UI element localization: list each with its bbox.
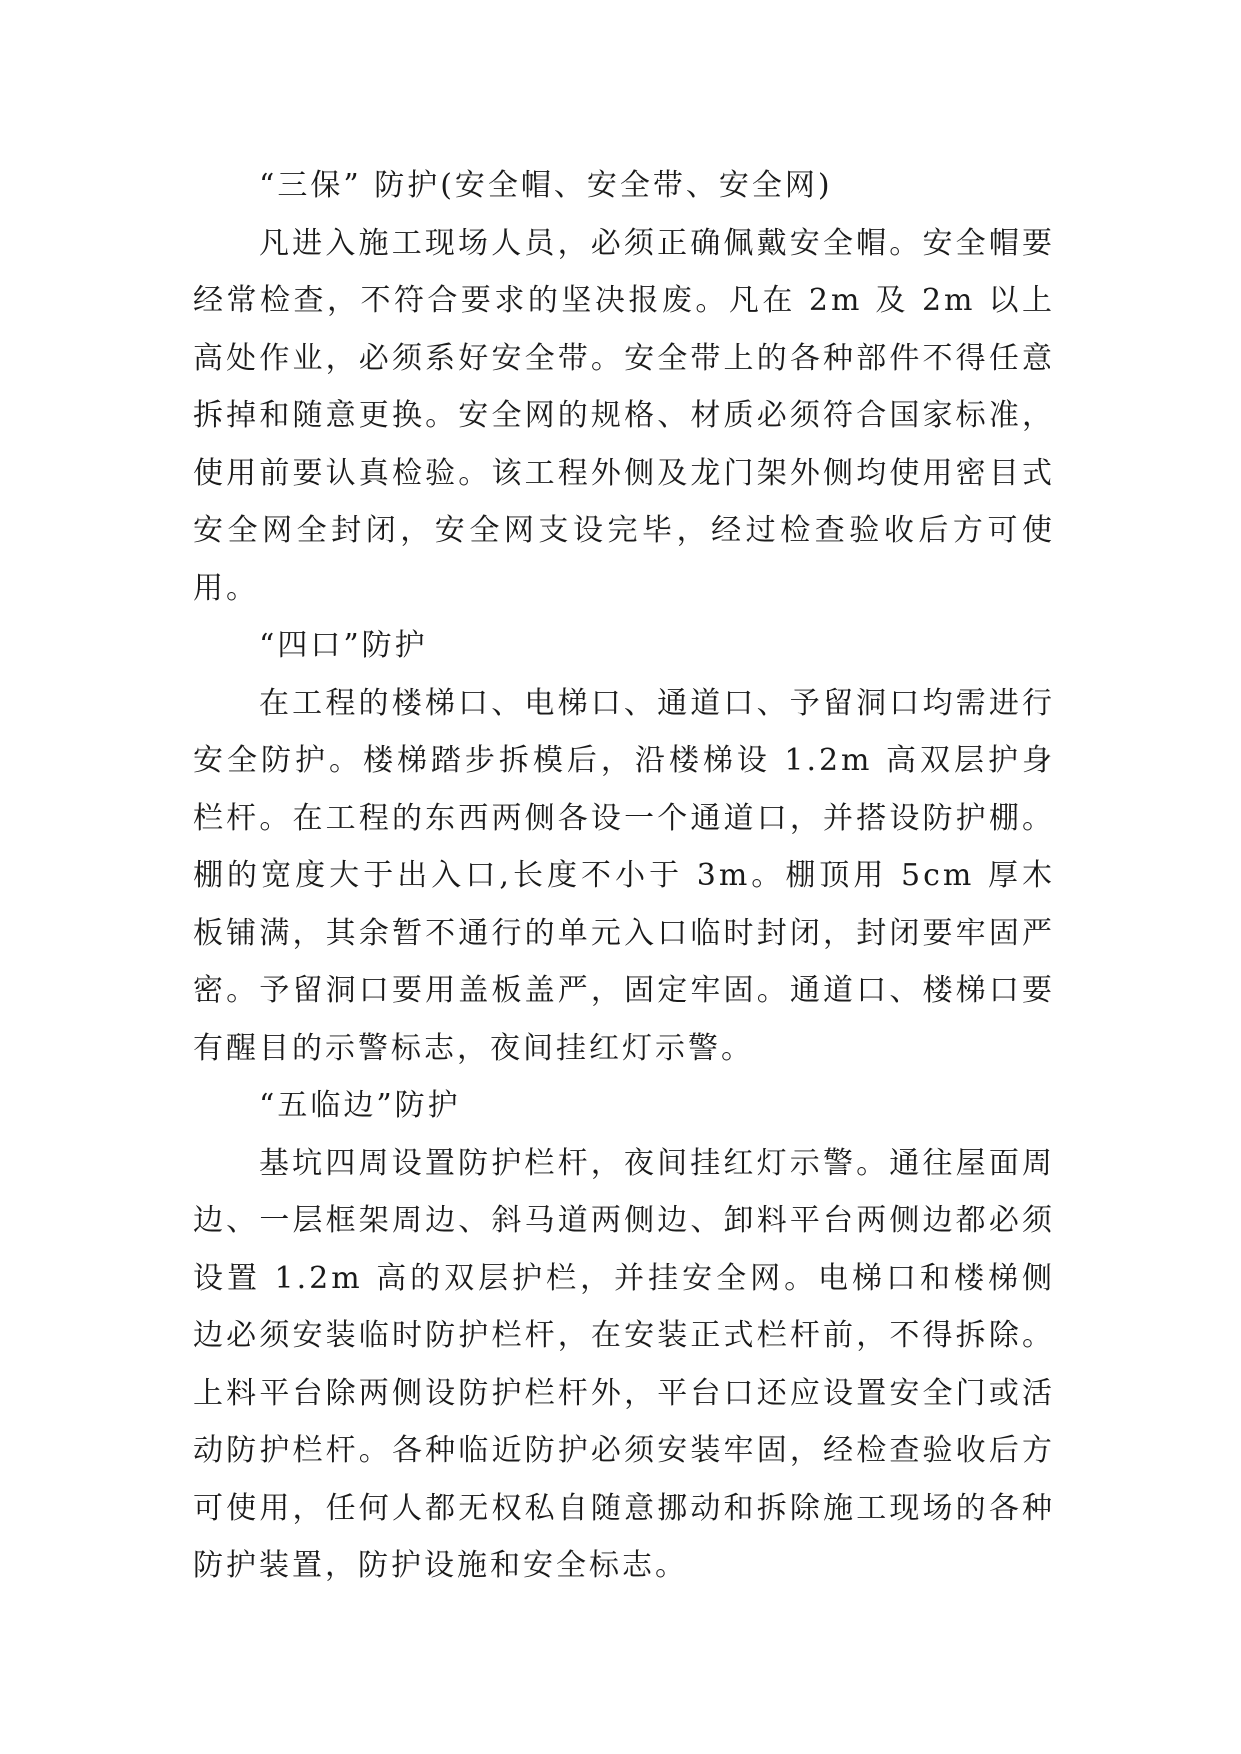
section-paragraph-five-edges: 基坑四周设置防护栏杆，夜间挂红灯示警。通往屋面周边、一层框架周边、斜马道两侧边、卸料平台两侧边都必须设置 1.2m 高的双层护栏，并挂安全网。电梯口和楼梯侧边必须安装临时防护栏杆，在安装正式栏杆前，不得拆除。上料平台除两侧设防护栏杆外，平台口还应设置安全门或活动防护栏杆。各种临近防护必须安装牢固，经检查验收后方可使用，任何人都无权私自随意挪动和拆除施工现场的各种防护装置，防护设施和安全标志。 bbox=[193, 1145, 1055, 1583]
section-heading-three-protections: “三保” 防护(安全帽、安全带、安全网) bbox=[259, 168, 833, 203]
section-paragraph-four-openings: 在工程的楼梯口、电梯口、通道口、予留洞口均需进行安全防护。楼梯踏步拆模后，沿楼梯设 1.2m 高双层护身栏杆。在工程的东西两侧各设一个通道口，并搭设防护棚。棚的宽度大于出入口,长度不小于 3m。棚顶用 5cm 厚木板铺满，其余暂不通行的单元入口临时封闭，封闭要牢固严密。予留洞口要用盖板盖严，固定牢固。通道口、楼梯口要有醒目的示警标志，夜间挂红灯示警。 bbox=[193, 685, 1055, 1066]
section-paragraph-three-protections: 凡进入施工现场人员，必须正确佩戴安全帽。安全帽要经常检查，不符合要求的坚决报废。凡在 2m 及 2m 以上高处作业，必须系好安全带。安全带上的各种部件不得任意拆掉和随意更换。安全网的规格、材质必须符合国家标准，使用前要认真检验。该工程外侧及龙门架外侧均使用密目式安全网全封闭，安全网支设完毕，经过检查验收后方可使用。 bbox=[193, 225, 1055, 606]
document-body bbox=[193, 157, 1055, 1595]
section-heading-four-openings: “四口”防护 bbox=[259, 628, 428, 663]
section-heading-five-edges: “五临边”防护 bbox=[259, 1088, 461, 1123]
